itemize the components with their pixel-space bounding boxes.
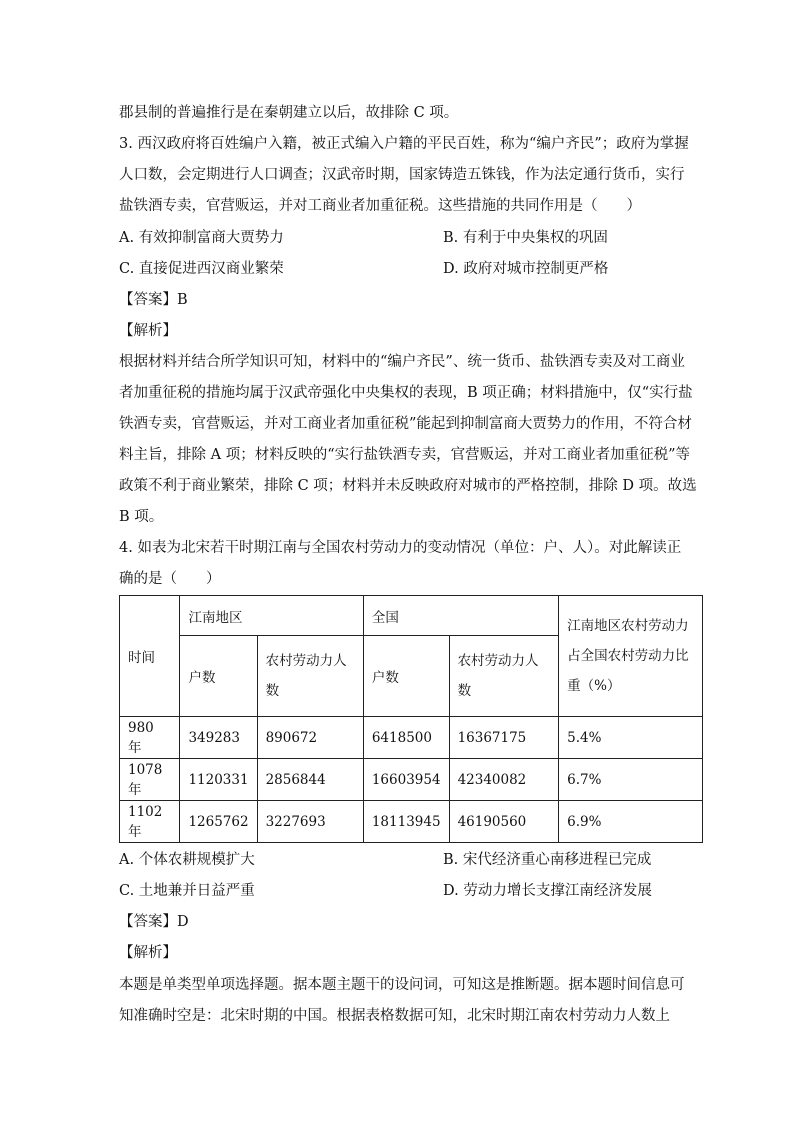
table-row (120, 801, 703, 843)
table-cell: 1078 年 (120, 759, 180, 801)
question-3-stem: 3. 西汉政府将百姓编户入籍，被正式编入户籍的平民百姓，称为“编户齐民”；政府为掌握 (119, 136, 689, 152)
q3-option-a: A. 有效抑制富商大贾势力 (119, 230, 284, 246)
table-cell: 2856844 (257, 759, 363, 801)
table-cell: 890672 (257, 717, 363, 759)
table-row (120, 717, 703, 759)
table-cell: 42340082 (449, 759, 559, 801)
question-4-stem: 确的是（ ） (119, 571, 221, 587)
table-cell: 3227693 (257, 801, 363, 843)
labor-table (119, 595, 703, 843)
q3-analysis-text: 政策不利于商业繁荣，排除 C 项；材料并未反映政府对城市的严格控制，排除 D 项。故选 (119, 478, 697, 494)
q3-analysis-text: 铁酒专卖，官营贩运，并对工商业者加重征税”能起到抑制富商大贾势力的作用，不符合材 (119, 416, 692, 432)
table-cell: 1265762 (180, 801, 257, 843)
table-cell: 16367175 (449, 717, 559, 759)
q3-option-b: B. 有利于中央集权的巩固 (443, 230, 608, 246)
header-time: 时间 (120, 596, 180, 717)
table-cell: 349283 (180, 717, 257, 759)
header-labor: 农村劳动力人 数 (449, 636, 559, 717)
text-line: 郡县制的普遍推行是在秦朝建立以后，故排除 C 项。 (119, 105, 459, 121)
q4-option-d: D. 劳动力增长支撑江南经济发展 (443, 883, 652, 899)
q3-analysis-title: 【解析】 (119, 323, 177, 339)
q4-option-a: A. 个体农耕规模扩大 (119, 852, 255, 868)
table-cell: 46190560 (449, 801, 559, 843)
q4-analysis-title: 【解析】 (119, 945, 177, 961)
header-jiangnan: 江南地区 (180, 596, 363, 636)
table-row (120, 759, 703, 801)
question-4-stem: 4. 如表为北宋若干时期江南与全国农村劳动力的变动情况（单位：户、人）。对此解读正 (119, 540, 682, 556)
table-cell: 16603954 (363, 759, 449, 801)
q3-analysis-text: B 项。 (119, 509, 164, 525)
table-cell: 1102 年 (120, 801, 180, 843)
table-cell: 6.9% (559, 801, 703, 843)
table-cell: 6418500 (363, 717, 449, 759)
header-ratio: 江南地区农村劳动力 占全国农村劳动力比 重（%） (559, 596, 703, 717)
q3-answer: 【答案】B (119, 292, 188, 308)
header-national: 全国 (363, 596, 558, 636)
q4-option-b: B. 宋代经济重心南移进程已完成 (443, 852, 652, 868)
header-households: 户数 (180, 636, 257, 717)
q4-option-c: C. 土地兼并日益严重 (119, 883, 255, 899)
table-cell: 5.4% (559, 717, 703, 759)
q3-option-d: D. 政府对城市控制更严格 (443, 261, 609, 277)
table-cell: 6.7% (559, 759, 703, 801)
q3-analysis-text: 根据材料并结合所学知识可知，材料中的“编户齐民”、统一货币、盐铁酒专卖及对工商业 (119, 354, 685, 370)
q3-analysis-text: 料主旨，排除 A 项；材料反映的“实行盐铁酒专卖，官营贩运，并对工商业者加重征税”等 (119, 447, 691, 463)
header-households: 户数 (363, 636, 449, 717)
header-labor: 农村劳动力人 数 (257, 636, 363, 717)
question-3-stem: 盐铁酒专卖，官营贩运，并对工商业者加重征税。这些措施的共同作用是（ ） (119, 198, 641, 214)
table-cell: 18113945 (363, 801, 449, 843)
table-cell: 980 年 (120, 717, 180, 759)
table-cell: 1120331 (180, 759, 257, 801)
q3-option-c: C. 直接促进西汉商业繁荣 (119, 261, 284, 277)
q3-analysis-text: 者加重征税的措施均属于汉武帝强化中央集权的表现，B 项正确；材料措施中，仅“实行盐 (119, 385, 693, 401)
q4-analysis-text: 本题是单类型单项选择题。据本题主题干的设问词，可知这是推断题。据本题时间信息可 (119, 977, 685, 993)
question-3-stem: 人口数，会定期进行人口调查；汉武帝时期，国家铸造五铢钱，作为法定通行货币，实行 (119, 167, 685, 183)
q4-analysis-text: 知准确时空是：北宋时期的中国。根据表格数据可知，北宋时期江南农村劳动力人数上 (119, 1008, 670, 1024)
q4-answer: 【答案】D (119, 914, 189, 930)
